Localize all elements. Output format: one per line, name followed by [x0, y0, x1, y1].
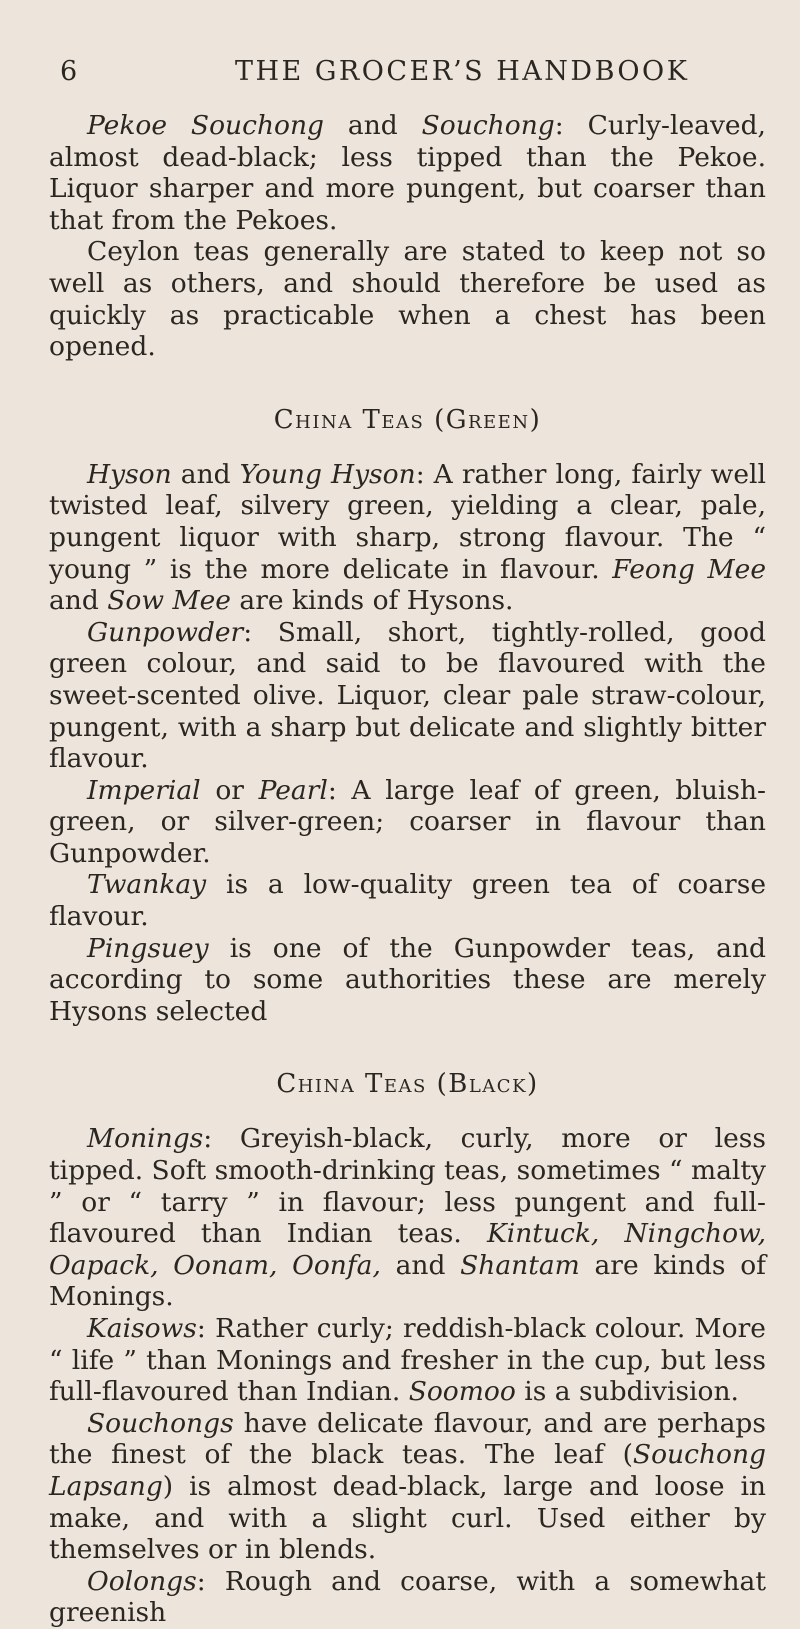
text: : Greyish-black, curly, more or less tipped. Soft smooth-drinking teas, sometimes “ malty ” or “ tarry ” in flavour; less pungent and full-flavoured than Indian teas.	[49, 1123, 766, 1250]
section-heading-green: China Teas (Green)	[273, 404, 542, 435]
page-number: 6	[60, 56, 79, 87]
text: ) is almost dead-black, large and loose in make, and with a slight curl. Used either by themselves or in blends.	[49, 1470, 766, 1566]
paragraph-monings	[49, 1123, 766, 1313]
text: and	[49, 585, 108, 617]
page-header	[49, 56, 766, 96]
paragraph-oolongs	[49, 1566, 766, 1629]
term: Young Hyson	[239, 458, 416, 490]
text: are kinds of Hysons.	[230, 585, 514, 617]
text: : A large leaf of green, bluish-green, or silver-green; coarser in flavour than Gunpowder.	[49, 774, 766, 869]
paragraph-pekoe-souchong	[49, 110, 766, 236]
text: and	[380, 1249, 461, 1281]
term: Pearl	[258, 774, 328, 806]
term: Pingsuey	[87, 932, 209, 964]
text: and	[324, 110, 422, 141]
text: : Curly-leaved, almost dead-black; less tipped than the Pekoe. Liquor sharper and more pungent, but coarser than that from the Pekoes.	[49, 110, 766, 236]
term: Kintuck, Ningchow, Oapack, Oonam, Oonfa,	[49, 1218, 766, 1281]
section-heading-black: China Teas (Black)	[276, 1069, 539, 1100]
text: is one of the Gunpowder teas, and according to some authorities these are merely Hysons selected	[49, 932, 766, 1027]
term: Pekoe Souchong	[87, 110, 324, 141]
text: or	[200, 774, 259, 806]
paragraph-pingsuey	[49, 933, 766, 1028]
term: Shantam	[460, 1249, 580, 1281]
paragraph-twankay	[49, 869, 766, 932]
term: Souchongs	[87, 1407, 234, 1439]
term: Kaisows	[87, 1313, 197, 1344]
text: and	[171, 458, 240, 490]
paragraph-kaisows	[49, 1313, 766, 1408]
term: Souchong Lapsang	[49, 1439, 766, 1502]
running-title: THE GROCER’S HANDBOOK	[235, 56, 690, 87]
text: is a subdivision.	[515, 1376, 739, 1408]
text: have delicate flavour, and are perhaps the finest of the black teas. The leaf (	[49, 1407, 766, 1471]
paragraph-ceylon: Ceylon teas generally are stated to keep not so well as others, and should therefore be used as quickly as practicable when a chest has been opened.	[49, 236, 766, 363]
text: : A rather long, fairly well twisted leaf, silvery green, yielding a clear, pale, pungent liquor with sharp, strong flavour. The “ young ” is the more delicate in flavour.	[49, 458, 766, 585]
text: is a low-quality green tea of coarse flavour.	[49, 869, 766, 933]
term: Sow Mee	[107, 585, 231, 617]
paragraph-hyson	[49, 459, 766, 617]
text: : Small, short, tightly-rolled, good green colour, and said to be flavoured with the sweet-scented olive. Liquor, clear pale straw-colour, pungent, with a sharp but delicate and slightly bitter flavour.	[49, 616, 766, 775]
term: Hyson	[87, 458, 172, 490]
term: Feong Mee	[612, 553, 766, 585]
term: Twankay	[87, 869, 207, 901]
text: : Rather curly; reddish-black colour. More “ life ” than Monings and fresher in the cup, but less full-flavoured than Indian.	[49, 1313, 766, 1408]
term: Oolongs	[87, 1565, 197, 1597]
term: Imperial	[87, 774, 201, 806]
paragraph-souchongs	[49, 1408, 766, 1566]
term: Soomoo	[408, 1376, 516, 1408]
term: Souchong	[421, 110, 555, 141]
paragraph-gunpowder	[49, 617, 766, 775]
term: Gunpowder	[87, 616, 244, 648]
text: are kinds of Monings.	[49, 1249, 766, 1313]
paragraph-imperial	[49, 775, 766, 870]
text: : Rough and coarse, with a somewhat greenish	[49, 1565, 766, 1629]
term: Monings	[87, 1123, 204, 1155]
